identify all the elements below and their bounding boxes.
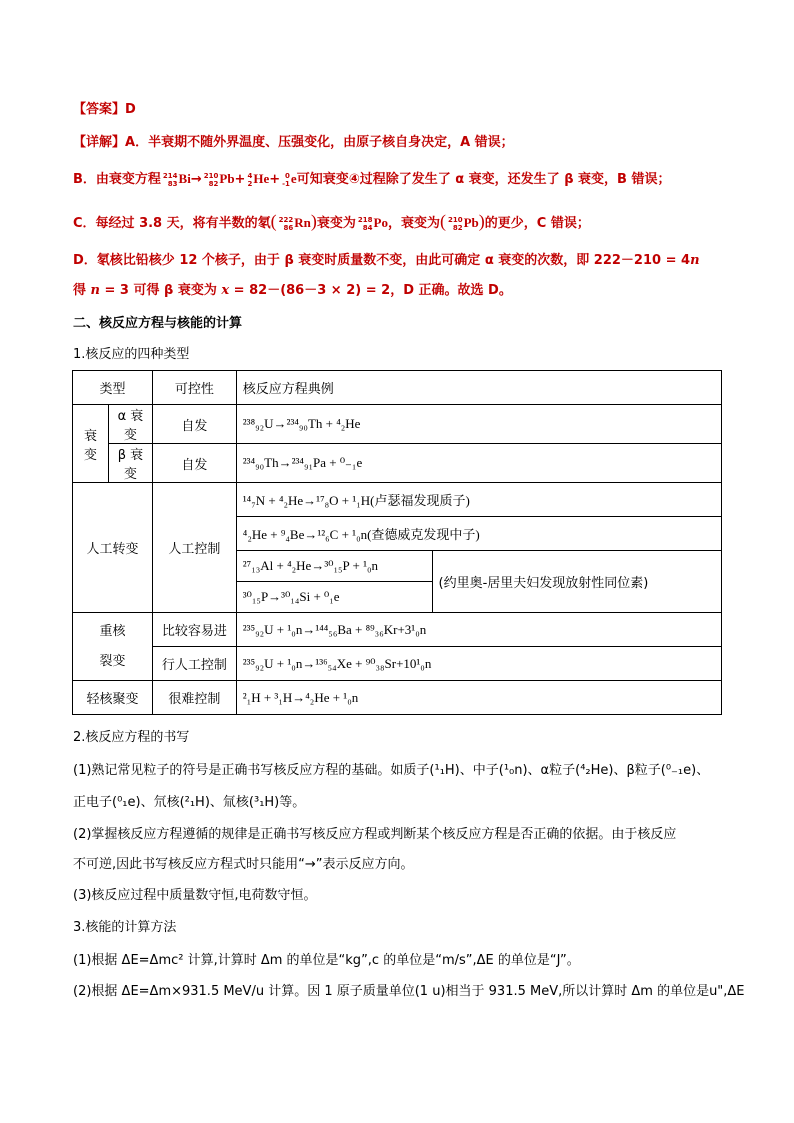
arrow: → bbox=[190, 172, 202, 187]
paren-open: ( bbox=[439, 211, 446, 231]
cell-artificial: 人工转变 bbox=[73, 483, 153, 613]
paragraph: 不可逆,因此书写核反应方程式时只能用“→”表示反应方向。 bbox=[73, 857, 414, 872]
rn-symbol: Rn bbox=[294, 215, 311, 230]
cell-alpha: α 衰变 bbox=[108, 405, 152, 444]
cell-fission bbox=[73, 613, 153, 681]
paragraph: (2)掌握核反应方程遵循的规律是正确书写核反应方程或判断某个核反应方程是否正确的依据。由于核反应 bbox=[73, 827, 677, 842]
table-row bbox=[73, 647, 722, 681]
pb-mass: 210 bbox=[203, 171, 219, 180]
bi-mass: 214 bbox=[162, 171, 178, 180]
nuclear-reaction-table bbox=[72, 370, 722, 715]
table-header-row bbox=[73, 371, 722, 405]
cell-fission-control2: 行人工控制 bbox=[152, 647, 236, 681]
paragraph: (3)核反应过程中质量数守恒,电荷数守恒。 bbox=[73, 888, 317, 903]
cell-fission-control1: 比较容易进 bbox=[152, 613, 236, 647]
cell-eq-a1: ¹⁴₇N + ⁴₂He→¹⁷₈O + ¹₁H(卢瑟福发现质子) bbox=[236, 483, 721, 517]
pb-charge: 82 bbox=[208, 179, 219, 188]
rn-nuclide-numbers bbox=[279, 216, 294, 232]
detail-a bbox=[73, 134, 514, 152]
cell-eq-f2: ²³⁵₉₂U + ¹₀n→¹³⁶₅₄Xe + ⁹⁰₃₈Sr+10¹₀n bbox=[236, 647, 721, 681]
pb2-nuclide-numbers bbox=[448, 216, 463, 232]
fission-line2: 裂变 bbox=[99, 653, 126, 669]
he-symbol: He bbox=[253, 171, 270, 186]
header-equation: 核反应方程典例 bbox=[236, 371, 721, 405]
e-mass: 0 bbox=[285, 171, 290, 180]
cell-eq-fusion: ²₁H + ³₁H→⁴₂He + ¹₀n bbox=[236, 681, 721, 715]
answer-value: D bbox=[125, 102, 136, 117]
cell-eq-a3: ²⁷₁₃Al + ⁴₂He→³⁰₁₅P + ¹₀n bbox=[236, 551, 432, 582]
e-symbol: e bbox=[290, 171, 297, 186]
subsection-title: 1.核反应的四种类型 bbox=[73, 347, 190, 362]
he-nuclide-numbers bbox=[247, 172, 252, 188]
cell-decay: 衰变 bbox=[73, 405, 109, 483]
cell-eq-f1: ²³⁵₉₂U + ¹₀n→¹⁴⁴₅₆Ba + ⁸⁹₃₆Kr+3¹₀n bbox=[236, 613, 721, 647]
cell-eq-a2: ⁴₂He + ⁹₄Be→¹²₆C + ¹₀n(查德威克发现中子) bbox=[236, 517, 721, 551]
cell-eq-beta: ²³⁴₉₀Th→²³⁴₉₁Pa + ⁰₋₁e bbox=[236, 444, 721, 483]
answer-line bbox=[73, 101, 136, 119]
detail-b bbox=[73, 170, 670, 189]
cell-artificial-control: 人工控制 bbox=[152, 483, 236, 613]
bi-charge: 83 bbox=[167, 179, 178, 188]
he-mass: 4 bbox=[247, 171, 253, 180]
pb-nuclide-numbers bbox=[204, 172, 219, 188]
var-n: n bbox=[690, 253, 700, 268]
detail-d2-pre: 得 bbox=[73, 283, 91, 298]
bi-nuclide-numbers bbox=[163, 172, 178, 188]
pb2-mass: 210 bbox=[447, 215, 463, 224]
var-x: x bbox=[221, 283, 230, 298]
table-row bbox=[73, 405, 722, 444]
detail-d-line1 bbox=[73, 252, 700, 270]
paren-close: ) bbox=[478, 211, 485, 231]
cell-eq-alpha: ²³⁸₉₂U→²³⁴₉₀Th + ⁴₂He bbox=[236, 405, 721, 444]
rn-charge: 86 bbox=[283, 223, 294, 232]
section-title: 二、核反应方程与核能的计算 bbox=[73, 316, 243, 331]
table-row bbox=[73, 681, 722, 715]
subsection-title: 3.核能的计算方法 bbox=[73, 920, 177, 935]
cell-joliot: (约里奥-居里夫妇发现放射性同位素) bbox=[432, 551, 721, 613]
paragraph: (2)根据 ΔE=Δm×931.5 MeV/u 计算。因 1 原子质量单位(1 u)相当于 931.5 MeV,所以计算时 Δm 的单位是u",ΔE bbox=[73, 984, 745, 999]
detail-b-post: 可知衰变④过程除了发生了 α 衰变，还发生了 β 衰变，B 错误； bbox=[296, 172, 671, 187]
cell-eq-a4: ³⁰₁₅P→³⁰₁₄Si + ⁰₁e bbox=[236, 582, 432, 613]
he-charge: 2 bbox=[247, 179, 253, 188]
detail-a-text: A．半衰期不随外界温度、压强变化，由原子核自身决定，A 错误； bbox=[125, 135, 514, 150]
cell-beta: β 衰变 bbox=[108, 444, 152, 483]
po-charge: 84 bbox=[362, 223, 373, 232]
var-n: n bbox=[90, 283, 100, 298]
detail-d-line2 bbox=[73, 282, 512, 300]
table-row bbox=[73, 613, 722, 647]
detail-c-mid: 衰变为 bbox=[316, 216, 356, 231]
detail-b-pre: B．由衰变方程 bbox=[73, 172, 161, 187]
cell-fusion-control: 很难控制 bbox=[152, 681, 236, 715]
detail-c-mid2: ，衰变为 bbox=[387, 216, 440, 231]
cell-spontaneous: 自发 bbox=[152, 444, 236, 483]
detail-c bbox=[73, 212, 590, 233]
pb2-symbol: Pb bbox=[463, 215, 479, 230]
header-control: 可控性 bbox=[152, 371, 236, 405]
paragraph: (1)熟记常见粒子的符号是正确书写核反应方程的基础。如质子(¹₁H)、中子(¹₀n)、α粒子(⁴₂He)、β粒子(⁰₋₁e)、 bbox=[73, 763, 710, 778]
po-symbol: Po bbox=[373, 215, 388, 230]
table-row bbox=[73, 483, 722, 517]
detail-label: 【详解】 bbox=[73, 135, 126, 150]
cell-spontaneous: 自发 bbox=[152, 405, 236, 444]
detail-d1: D．氡核比铅核少 12 个核子，由于 β 衰变时质量数不变，由此可确定 α 衰变的次数，即 222－210 = 4 bbox=[73, 253, 691, 268]
subsection-title: 2.核反应方程的书写 bbox=[73, 730, 190, 745]
e-charge: -1 bbox=[282, 179, 290, 188]
po-mass: 218 bbox=[357, 215, 373, 224]
plus: + bbox=[234, 172, 246, 187]
detail-d2-mid: = 3 可得 β 衰变为 bbox=[99, 283, 222, 298]
paren-close: ) bbox=[310, 211, 317, 231]
answer-label: 【答案】 bbox=[73, 102, 126, 117]
bi-symbol: Bi bbox=[178, 171, 191, 186]
paragraph: (1)根据 ΔE=Δmc² 计算,计算时 Δm 的单位是“kg”,c 的单位是“m/s”,ΔE 的单位是“J”。 bbox=[73, 953, 580, 968]
table-row bbox=[73, 444, 722, 483]
pb-symbol: Pb bbox=[219, 171, 235, 186]
fission-line1: 重核 bbox=[99, 623, 126, 639]
e-nuclide-numbers bbox=[282, 172, 290, 188]
detail-c-post: 的更少，C 错误； bbox=[484, 216, 590, 231]
detail-c-pre: C．每经过 3.8 天，将有半数的氡 bbox=[73, 216, 271, 231]
rn-mass: 222 bbox=[278, 215, 294, 224]
paragraph: 正电子(⁰₁e)、氘核(²₁H)、氚核(³₁H)等。 bbox=[73, 795, 306, 810]
detail-d2-post: = 82－(86－3 × 2) = 2，D 正确。故选 D。 bbox=[229, 283, 512, 298]
pb2-charge: 82 bbox=[452, 223, 463, 232]
cell-fusion: 轻核聚变 bbox=[73, 681, 153, 715]
header-type: 类型 bbox=[73, 371, 153, 405]
plus: + bbox=[269, 172, 281, 187]
po-nuclide-numbers bbox=[358, 216, 373, 232]
paren-open: ( bbox=[270, 211, 277, 231]
